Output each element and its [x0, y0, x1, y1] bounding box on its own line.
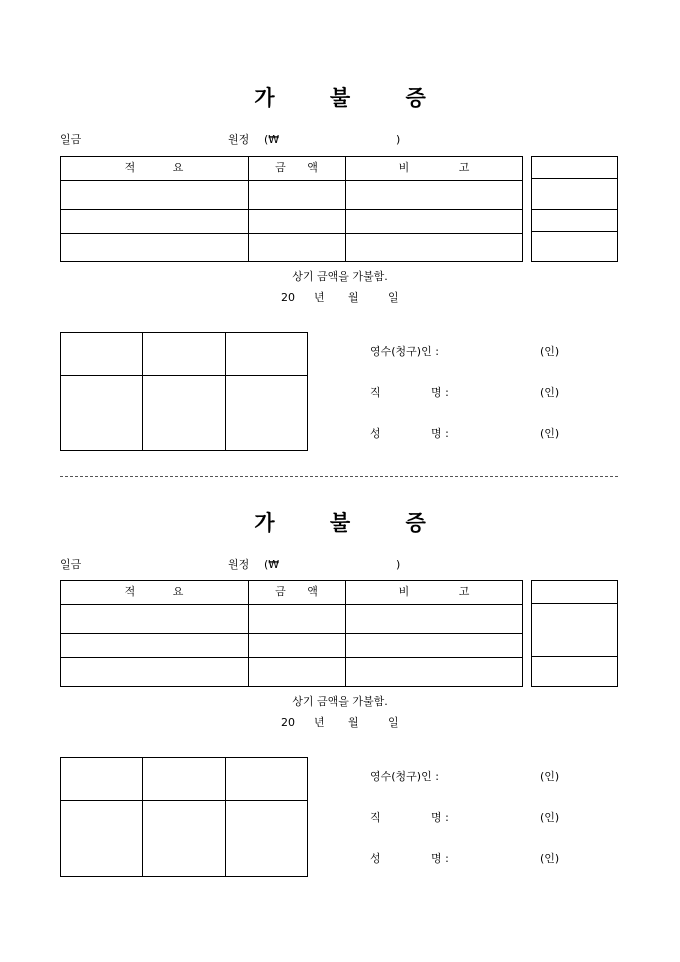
amount-suffix: 원정	[228, 133, 250, 146]
position-seal: (인)	[540, 386, 560, 399]
approval-side-box	[531, 580, 618, 687]
name-seal: (인)	[540, 852, 560, 865]
header-description: 적 요	[124, 161, 184, 174]
name-label-suffix: 명 :	[431, 852, 449, 865]
receiver-seal: (인)	[540, 345, 560, 358]
position-label: 직	[370, 811, 381, 824]
currency-amount-field[interactable]	[284, 130, 392, 148]
advance-slip-1	[0, 0, 680, 440]
amount-field[interactable]	[90, 555, 220, 573]
date-day: 일	[388, 716, 399, 729]
name-label: 성	[370, 427, 381, 440]
date-year-prefix: 20	[281, 291, 295, 304]
date-day: 일	[388, 291, 399, 304]
date-month: 월	[348, 716, 359, 729]
name-label: 성	[370, 852, 381, 865]
slip-title: 가 불 증	[254, 510, 450, 535]
receiver-seal: (인)	[540, 770, 560, 783]
name-seal: (인)	[540, 427, 560, 440]
currency-amount-field[interactable]	[284, 555, 392, 573]
advance-slip-2	[0, 425, 680, 865]
header-amount: 금 액	[275, 585, 318, 598]
date-year: 년	[314, 291, 325, 304]
amount-prefix: 일금	[60, 133, 82, 146]
position-label: 직	[370, 386, 381, 399]
date-month: 월	[348, 291, 359, 304]
currency-close: )	[396, 558, 401, 571]
currency-close: )	[396, 133, 401, 146]
header-remarks: 비 고	[398, 161, 470, 174]
position-seal: (인)	[540, 811, 560, 824]
date-year-prefix: 20	[281, 716, 295, 729]
declaration: 상기 금액을 가불함.	[292, 695, 388, 708]
receiver-label: 영수(청구)인 :	[370, 345, 439, 358]
declaration: 상기 금액을 가불함.	[292, 270, 388, 283]
name-label-suffix: 명 :	[431, 427, 449, 440]
slip-title: 가 불 증	[254, 85, 450, 110]
amount-field[interactable]	[90, 130, 220, 148]
receiver-label: 영수(청구)인 :	[370, 770, 439, 783]
header-amount: 금 액	[275, 161, 318, 174]
amount-suffix: 원정	[228, 558, 250, 571]
date-year: 년	[314, 716, 325, 729]
amount-prefix: 일금	[60, 558, 82, 571]
header-remarks: 비 고	[398, 585, 470, 598]
approval-grid	[60, 757, 308, 877]
header-description: 적 요	[124, 585, 184, 598]
currency-open: (₩	[264, 558, 280, 571]
position-label-suffix: 명 :	[431, 386, 449, 399]
currency-open: (₩	[264, 133, 280, 146]
position-label-suffix: 명 :	[431, 811, 449, 824]
